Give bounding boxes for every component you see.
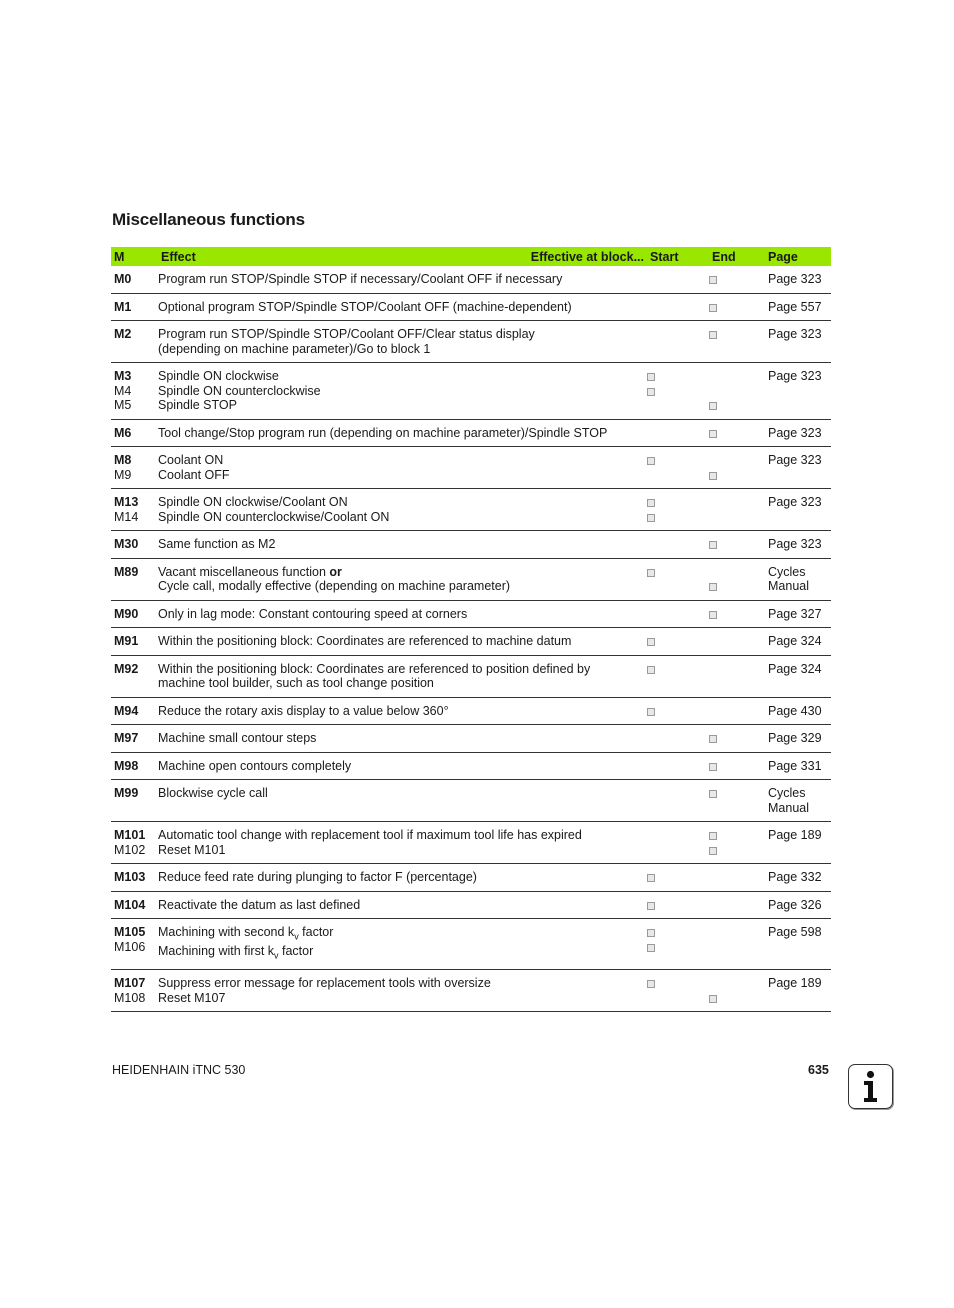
miscellaneous-functions-table [111,247,831,1012]
effect-line [158,579,644,594]
m-code: M0 [114,272,132,286]
table-row [111,970,831,1012]
page-reference: Page 323 [768,272,822,286]
cell-m-code [111,321,156,363]
cell-m-code [111,822,156,864]
empty-marker [709,870,761,885]
effect-line: Spindle ON clockwise/Coolant ON [158,495,348,509]
effect-line: Reactivate the datum as last defined [158,897,361,912]
square-bullet-icon [709,759,761,774]
square-bullet-icon [647,898,706,913]
empty-marker [647,300,706,315]
square-bullet-icon [647,369,706,384]
page-reference: Manual [768,579,809,593]
cell-start [647,891,709,919]
table-row [111,293,831,321]
page-reference: Cycles [768,564,806,579]
square-bullet-icon [647,384,706,399]
page-reference: Page 323 [768,425,822,440]
m-code: M6 [114,425,132,440]
cell-page [764,531,831,559]
m-code: M4 [114,383,132,398]
empty-marker [647,786,706,801]
empty-marker [647,468,706,483]
cell-page [764,266,831,293]
m-code: M98 [114,758,139,773]
page-reference: Page 331 [768,758,822,773]
cell-start [647,266,709,293]
effect-line: (depending on machine parameter)/Go to block 1 [158,341,431,356]
square-bullet-icon [647,976,706,991]
square-bullet-icon [647,453,706,468]
square-bullet-icon [709,828,761,843]
cell-end [709,919,764,970]
m-code: M94 [114,703,139,718]
cell-start [647,363,709,420]
cell-m-code [111,697,156,725]
page-reference: Page 189 [768,828,822,842]
cell-start [647,752,709,780]
table-row [111,864,831,892]
square-bullet-icon [709,843,761,858]
empty-marker [709,976,761,991]
cell-end [709,600,764,628]
cell-end [709,752,764,780]
cell-m-code [111,891,156,919]
cell-end [709,725,764,753]
cell-start [647,919,709,970]
cell-start [647,531,709,559]
empty-marker [709,898,761,913]
cell-page [764,628,831,656]
cell-start [647,780,709,822]
m-code: M106 [114,939,146,954]
page-reference: Cycles [768,786,806,800]
cell-start [647,321,709,363]
cell-end [709,780,764,822]
empty-marker [647,327,706,342]
page-reference: Page 324 [768,634,822,648]
header-m: M [111,247,156,266]
cell-end [709,655,764,697]
effect-line: Same function as M2 [158,537,276,551]
table-body [111,266,831,1012]
square-bullet-icon [709,300,761,315]
effect-line: Automatic tool change with replacement tool if maximum tool life has expired [158,828,582,842]
cell-end [709,447,764,489]
table-row [111,780,831,822]
square-bullet-icon [709,327,761,342]
m-code: M91 [114,634,139,648]
effect-line: Only in lag mode: Constant contouring speed at corners [158,606,468,621]
cell-m-code [111,600,156,628]
page-reference: Page 557 [768,299,822,314]
effect-line: Tool change/Stop program run (depending on machine parameter)/Spindle STOP [158,425,608,440]
cell-end [709,891,764,919]
cell-end [709,697,764,725]
m-code: M97 [114,731,139,745]
effect-line [158,944,644,963]
square-bullet-icon [647,634,706,649]
cell-effect [156,697,647,725]
effect-line: Spindle STOP [158,398,237,412]
empty-marker [647,537,706,552]
table-header-row [111,247,831,266]
square-bullet-icon [709,468,761,483]
cell-end [709,864,764,892]
empty-marker [709,662,761,677]
table-row [111,697,831,725]
m-code: M90 [114,606,139,621]
square-bullet-icon [647,870,706,885]
effect-line: Suppress error message for replacement tools with oversize [158,976,491,990]
cell-m-code [111,780,156,822]
empty-marker [709,453,761,468]
cell-effect [156,864,647,892]
m-code: M89 [114,564,139,579]
m-code: M92 [114,661,139,676]
effect-line: Reset M107 [158,990,226,1005]
empty-marker [647,398,706,413]
header-effective-at: Effective at block... [530,249,644,264]
page-reference: Page 329 [768,731,822,745]
page-reference: Page 327 [768,606,822,621]
cell-start [647,725,709,753]
effect-line: Machine small contour steps [158,731,317,745]
table-row [111,919,831,970]
empty-marker [709,510,761,525]
cell-page [764,293,831,321]
table-row [111,600,831,628]
table-row [111,266,831,293]
m-code: M13 [114,495,139,509]
info-icon-glyph [849,1065,892,1108]
table-row [111,822,831,864]
cell-end [709,363,764,420]
effect-line: Program run STOP/Spindle STOP/Coolant OFF/Clear status display [158,327,535,341]
effect-line: Reset M101 [158,842,226,857]
cell-page [764,752,831,780]
empty-marker [647,579,706,594]
cell-end [709,970,764,1012]
cell-end [709,531,764,559]
cell-end [709,321,764,363]
page-reference: Page 323 [768,537,822,551]
cell-start [647,447,709,489]
cell-end [709,266,764,293]
cell-end [709,822,764,864]
effect-subscript: v [294,931,299,942]
cell-m-code [111,919,156,970]
square-bullet-icon [709,579,761,594]
cell-effect [156,293,647,321]
page-reference: Page 430 [768,703,822,718]
square-bullet-icon [647,662,706,677]
square-bullet-icon [709,731,761,746]
empty-marker [709,369,761,384]
page-reference: Page 323 [768,495,822,509]
cell-end [709,419,764,447]
empty-marker [709,634,761,649]
effect-line: Program run STOP/Spindle STOP if necessary/Coolant OFF if necessary [158,272,563,286]
square-bullet-icon [647,565,706,580]
page-reference: Page 323 [768,453,822,467]
m-code: M2 [114,327,132,341]
cell-effect [156,531,647,559]
cell-m-code [111,419,156,447]
effect-text: factor [298,925,334,939]
effect-line: Spindle ON counterclockwise/Coolant ON [158,509,390,524]
empty-marker [647,828,706,843]
effect-text: Vacant miscellaneous function [158,564,330,579]
m-code: M105 [114,925,146,939]
effect-line [158,565,644,580]
cell-page [764,655,831,697]
cell-start [647,970,709,1012]
effect-line: machine tool builder, such as tool change position [158,676,434,690]
effect-line: Spindle ON counterclockwise [158,383,321,398]
effect-line: Coolant OFF [158,467,230,482]
cell-start [647,628,709,656]
cell-m-code [111,363,156,420]
m-code: M14 [114,509,139,524]
table-row [111,628,831,656]
table-row [111,752,831,780]
effect-text: Machining with second k [158,925,295,939]
cell-page [764,970,831,1012]
square-bullet-icon [709,991,761,1006]
m-code: M107 [114,976,146,990]
square-bullet-icon [647,510,706,525]
cell-page [764,891,831,919]
empty-marker [647,426,706,441]
cell-effect [156,628,647,656]
square-bullet-icon [647,940,706,955]
effect-line: Optional program STOP/Spindle STOP/Coolant OFF (machine-dependent) [158,299,572,314]
table-row [111,321,831,363]
cell-end [709,628,764,656]
effect-line: Blockwise cycle call [158,786,268,800]
square-bullet-icon [709,398,761,413]
effect-subscript: v [274,950,279,961]
cell-end [709,293,764,321]
square-bullet-icon [709,272,761,287]
header-page: Page [764,247,831,266]
cell-page [764,447,831,489]
cell-m-code [111,752,156,780]
table-row [111,363,831,420]
cell-page [764,558,831,600]
m-code: M5 [114,398,132,412]
cell-effect [156,266,647,293]
page-reference: Page 323 [768,327,822,341]
cell-m-code [111,655,156,697]
cell-page [764,864,831,892]
cell-page [764,725,831,753]
page-reference: Manual [768,800,809,815]
cell-page [764,363,831,420]
cell-page [764,780,831,822]
table-row [111,447,831,489]
square-bullet-icon [709,786,761,801]
square-bullet-icon [709,537,761,552]
empty-marker [647,843,706,858]
cell-page [764,822,831,864]
cell-m-code [111,970,156,1012]
cell-start [647,822,709,864]
cell-page [764,489,831,531]
page-reference: Page 189 [768,976,822,990]
m-code: M99 [114,786,139,800]
effect-line: Reduce the rotary axis display to a value below 360° [158,703,449,718]
m-code: M9 [114,467,132,482]
square-bullet-icon [709,607,761,622]
cell-page [764,321,831,363]
empty-marker [709,384,761,399]
square-bullet-icon [709,426,761,441]
effect-line: Within the positioning block: Coordinates are referenced to position defined by [158,661,591,676]
table-row [111,558,831,600]
cell-effect [156,363,647,420]
cell-effect [156,419,647,447]
cell-effect [156,725,647,753]
m-code: M101 [114,828,146,842]
page-number: 635 [808,1063,829,1077]
table-row [111,419,831,447]
m-code: M108 [114,990,146,1005]
effect-line [158,925,644,944]
page-reference: Page 598 [768,925,822,939]
empty-marker [709,704,761,719]
cell-effect [156,655,647,697]
cell-effect [156,600,647,628]
m-code: M104 [114,897,146,912]
m-code: M103 [114,870,146,884]
square-bullet-icon [647,925,706,940]
cell-end [709,558,764,600]
empty-marker [647,759,706,774]
table-row [111,725,831,753]
cell-effect [156,780,647,822]
page-reference: Page 324 [768,661,822,676]
cell-effect [156,891,647,919]
empty-marker [647,731,706,746]
empty-marker [647,607,706,622]
footer-product-name: HEIDENHAIN iTNC 530 [112,1063,246,1077]
cell-start [647,655,709,697]
cell-effect [156,919,647,970]
cell-start [647,293,709,321]
header-effect-label: Effect [161,249,196,264]
cell-effect [156,447,647,489]
table-row [111,891,831,919]
effect-text: Machining with first k [158,944,275,958]
cell-m-code [111,266,156,293]
table-row [111,531,831,559]
page-reference: Page 332 [768,870,822,884]
empty-marker [709,495,761,510]
effect-text: Cycle call, modally effective (depending on machine parameter) [158,579,511,593]
section-title: Miscellaneous functions [112,210,305,229]
info-icon [848,1064,893,1109]
effect-text: factor [278,944,314,958]
effect-line: Spindle ON clockwise [158,369,279,383]
m-code: M1 [114,299,132,314]
effect-line: Machine open contours completely [158,758,352,773]
empty-marker [647,272,706,287]
cell-m-code [111,558,156,600]
empty-marker [647,991,706,1006]
square-bullet-icon [647,495,706,510]
cell-start [647,558,709,600]
cell-start [647,419,709,447]
effect-line: Reduce feed rate during plunging to factor F (percentage) [158,870,477,884]
square-bullet-icon [647,704,706,719]
cell-start [647,489,709,531]
header-start: Start [647,247,709,266]
cell-end [709,489,764,531]
empty-marker [709,925,761,940]
cell-page [764,419,831,447]
m-code: M3 [114,369,132,383]
cell-effect [156,752,647,780]
empty-marker [709,940,761,955]
cell-effect [156,970,647,1012]
effect-line: Coolant ON [158,453,224,467]
effect-bold-word: or [329,564,342,579]
header-end: End [709,247,764,266]
cell-effect [156,489,647,531]
cell-m-code [111,531,156,559]
cell-effect [156,321,647,363]
cell-start [647,697,709,725]
effect-line: Within the positioning block: Coordinates are referenced to machine datum [158,634,572,648]
m-code: M102 [114,842,146,857]
m-code: M30 [114,537,139,551]
cell-effect [156,558,647,600]
cell-m-code [111,864,156,892]
cell-page [764,697,831,725]
page-reference: Page 326 [768,897,822,912]
cell-m-code [111,725,156,753]
cell-m-code [111,293,156,321]
m-code: M8 [114,453,132,467]
table-row [111,655,831,697]
cell-page [764,919,831,970]
header-effect [156,247,647,266]
cell-start [647,864,709,892]
table-row [111,489,831,531]
cell-start [647,600,709,628]
cell-page [764,600,831,628]
cell-m-code [111,489,156,531]
empty-marker [709,565,761,580]
page-reference: Page 323 [768,369,822,383]
cell-m-code [111,628,156,656]
cell-effect [156,822,647,864]
cell-m-code [111,447,156,489]
